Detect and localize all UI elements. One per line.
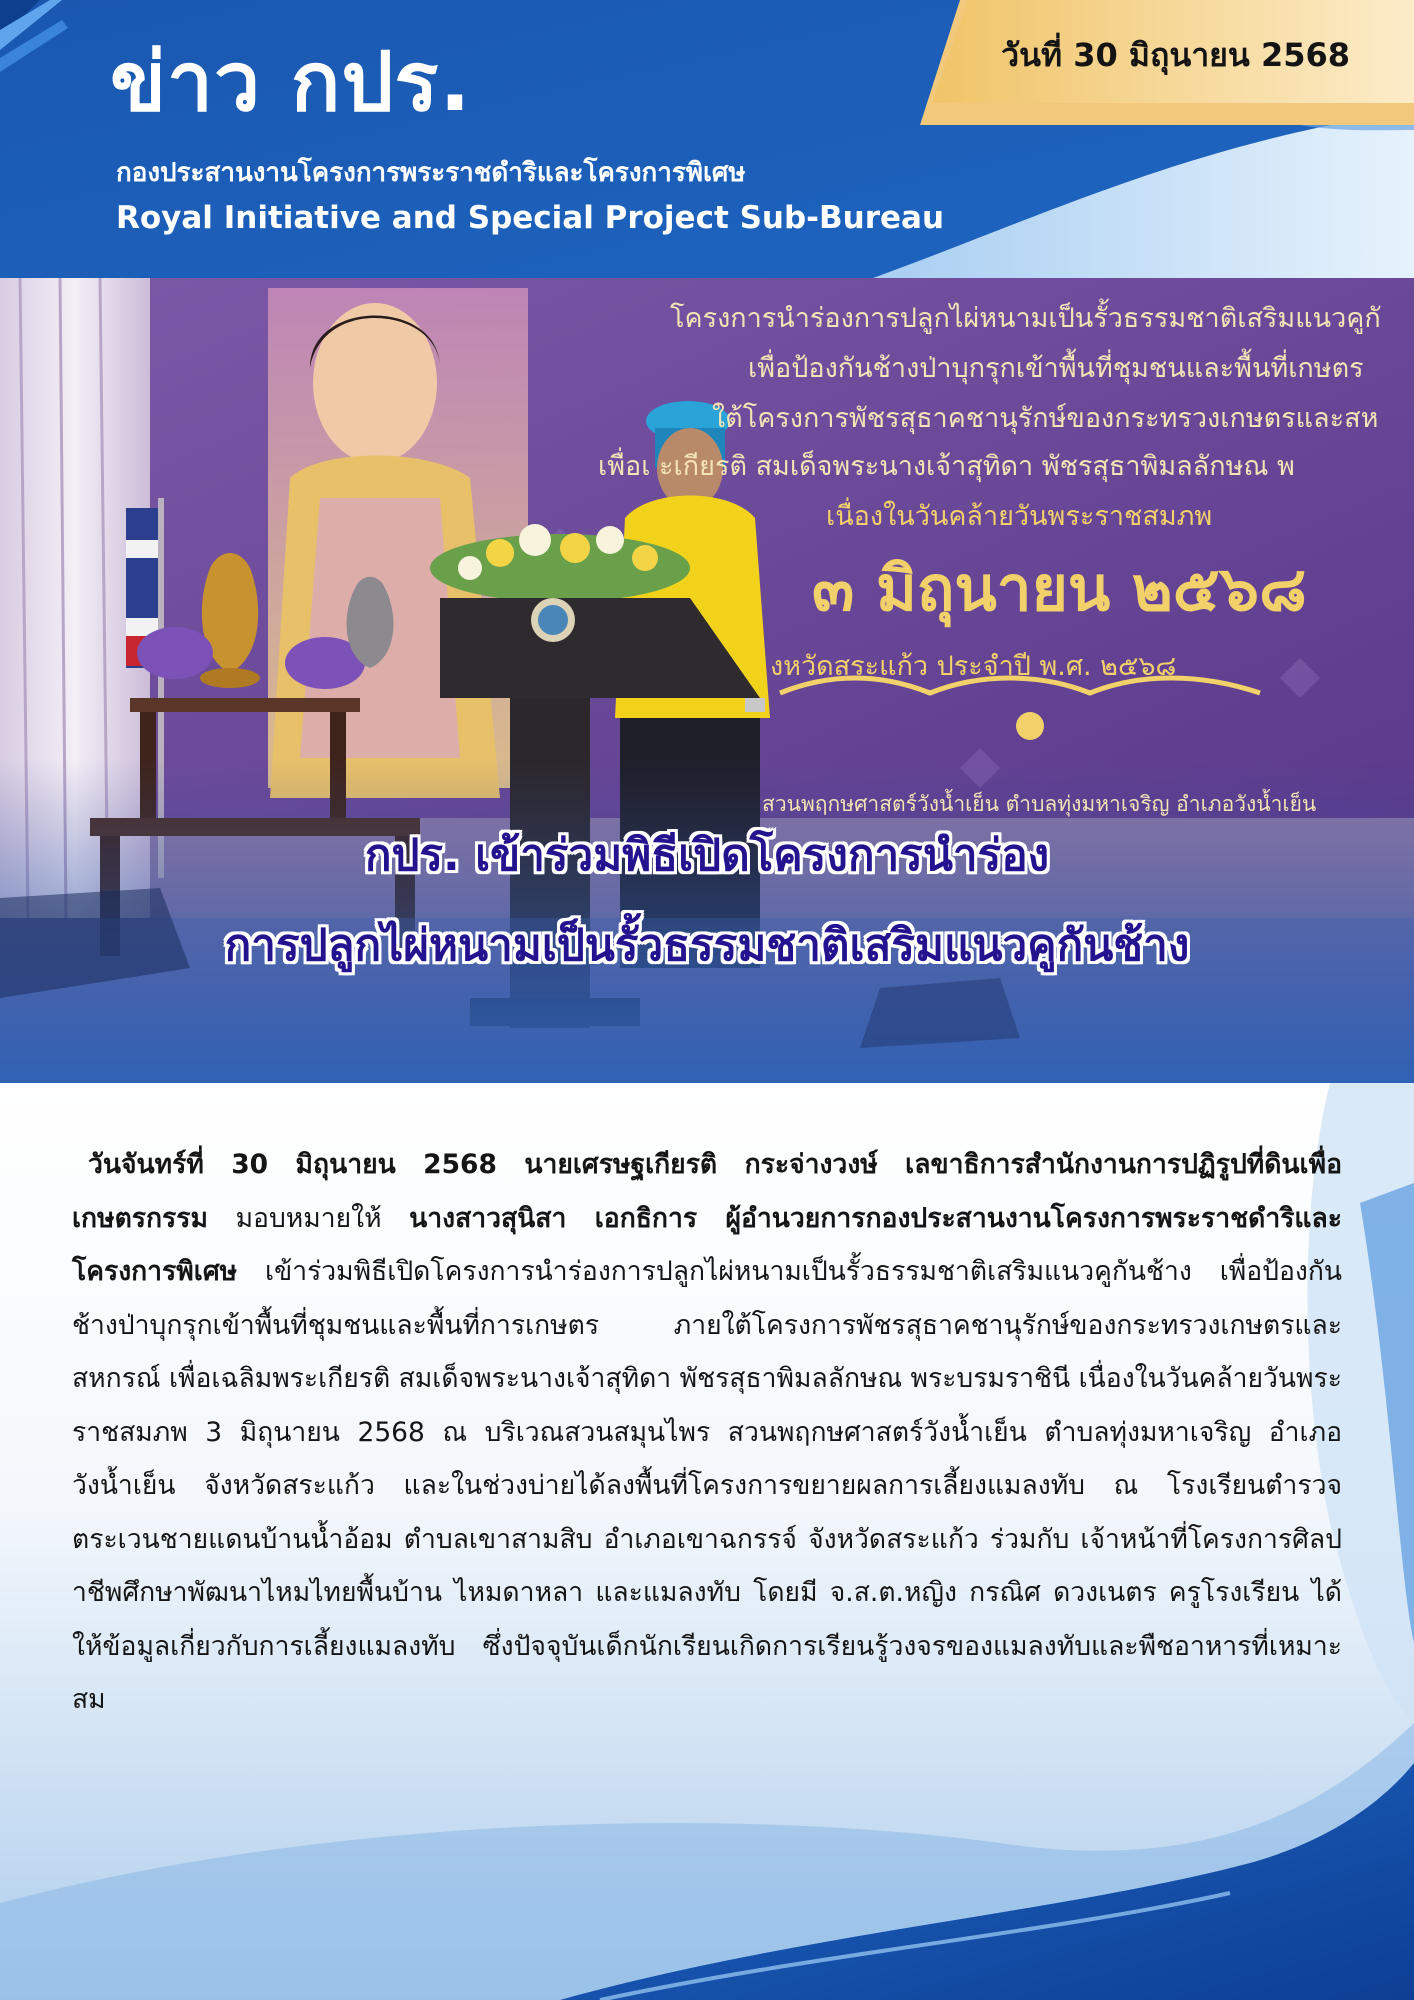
- headline-line-2: การปลูกไผ่หนามเป็นรั้วธรรมชาติเสริมแนวคูกันช้าง: [224, 920, 1190, 971]
- article-body: [72, 1138, 1342, 1727]
- newsletter-title: ข่าว กปร.: [110, 35, 472, 130]
- banner-text-line-5: เนื่องในวันคล้ายวันพระราชสมภพ: [826, 501, 1213, 532]
- banner-text-line-2: เพื่อป้องกันช้างป่าบุกรุกเข้าพื้นที่ชุมชนและพื้นที่เกษตร: [748, 353, 1364, 384]
- corner-chevron-decoration: [0, 0, 80, 110]
- publication-date: [960, 30, 1390, 81]
- headline-line-1: กปร. เข้าร่วมพิธีเปิดโครงการนำร่อง: [364, 830, 1050, 881]
- banner-text-line-8: สวนพฤกษศาสตร์วังน้ำเย็น ตำบลทุ่งมหาเจริญ อำเภอวังน้ำเย็น: [762, 792, 1317, 816]
- banner-big-date: ๓ มิถุนายน ๒๕๖๘: [812, 552, 1307, 625]
- banner-text-line-3: ใต้โครงการพัชรสุธาคชานุรักษ์ของกระทรวงเกษตรและสห: [712, 403, 1379, 434]
- agency-name-thai: กองประสานงานโครงการพระราชดำริและโครงการพิเศษ: [116, 158, 746, 188]
- article-main-text: เข้าร่วมพิธีเปิดโครงการนำร่องการปลูกไผ่หนามเป็นรั้วธรรมชาติเสริมแนวคูกันช้าง เพื่อป้องกันช้างป่าบุกรุกเข้าพื้นที่ชุมชนและพื้นที่การเกษตร ภายใต้โครงการพัชรสุธาคชานุรักษ์ของกระทรวงเกษตรและสหกรณ์ เพื่อเฉลิมพระเกียรติ สมเด็จพระนางเจ้าสุทิดา พัชรสุธาพิมลลักษณ พระบรมราชินี เนื่องในวันคล้ายวันพระราชสมภพ 3 มิถุนายน 2568 ณ บริเวณสวนสมุนไพร สวนพฤกษศาสตร์วังน้ำเย็น ตำบลทุ่งมหาเจริญ อำเภอวังน้ำเย็น จังหวัดสระแก้ว และในช่วงบ่ายได้ลงพื้นที่โครงการขยายผลการเลี้ยงแมลงทับ ณ โรงเรียนตำรวจตระเวนชายแดนบ้านน้ำอ้อม ตำบลเขาสามสิบ อำเภอเขาฉกรรจ์ จังหวัดสระแก้ว ร่วมกับ เจ้าหน้าที่โครงการศิลปาชีพศึกษาพัฒนาไหมไทยพื้นบ้าน ไหมดาหลา และแมลงทับ โดยมี จ.ส.ต.หญิง กรณิศ ดวงเนตร ครูโรงเรียน ได้ให้ข้อมูลเกี่ยวกับการเลี้ยงแมลงทับ ซึ่งปัจจุบันเด็กนักเรียนเกิดการเรียนรู้วงจรของแมลงทับและพืชอาหารที่เหมาะสม: [72, 1256, 1342, 1715]
- article-assign-text: มอบหมายให้: [208, 1202, 410, 1234]
- agency-name-english: Royal Initiative and Special Project Sub-Bureau: [116, 200, 945, 236]
- banner-text-line-1: โครงการนำร่องการปลูกไผ่หนามเป็นรั้วธรรมชาติเสริมแนวคูกั: [670, 303, 1381, 334]
- event-photo: [0, 278, 1414, 1083]
- banner-text-line-4: เพื่อเ ะเกียรติ สมเด็จพระนางเจ้าสุทิดา พัชรสุธาพิมลลักษณ พ: [598, 451, 1295, 482]
- article-bold-date-and-secretary: วันจันทร์ที่ 30 มิถุนายน 2568 นายเศรษฐเกียรติ กระจ่างวงษ์ เลขาธิการสำนักงานการปฏิรูปที่ดินเพื่อเกษตรกรรม: [72, 1149, 1342, 1234]
- banner-text-line-7: งหวัดสระแก้ว ประจำปี พ.ศ. ๒๕๖๘: [770, 651, 1177, 682]
- article-bold-director: นางสาวสุนิสา เอกธิการ ผู้อำนวยการกองประสานงานโครงการพระราชดำริและโครงการพิเศษ: [72, 1202, 1342, 1287]
- publication-date-label: วันที่ 30 มิถุนายน 2568: [1001, 36, 1350, 74]
- article-paragraph: [72, 1138, 1342, 1727]
